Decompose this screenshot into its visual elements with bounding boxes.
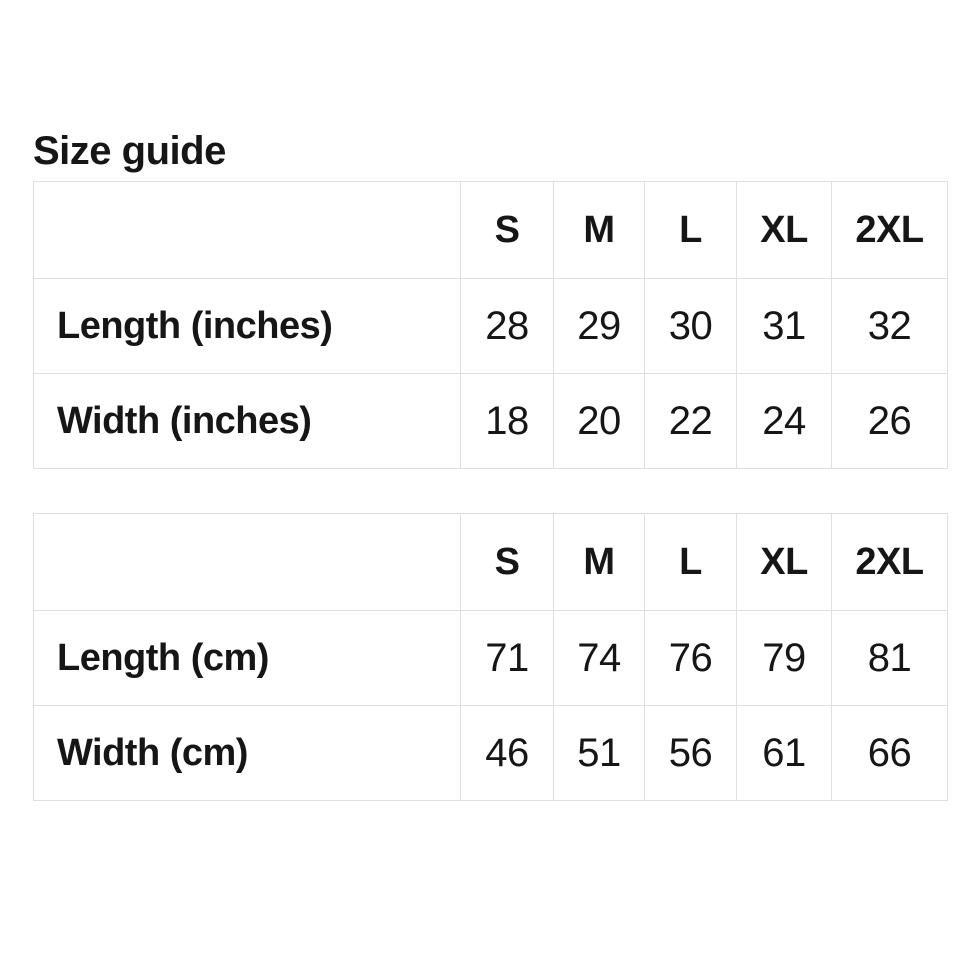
measurement-label: Length (inches) bbox=[34, 279, 461, 374]
size-table-inches-header bbox=[34, 182, 948, 279]
measurement-value: 46 bbox=[461, 706, 554, 801]
size-header-m: M bbox=[554, 514, 645, 611]
size-table-inches bbox=[33, 181, 948, 469]
size-header-2xl: 2XL bbox=[832, 514, 948, 611]
measurement-value: 66 bbox=[832, 706, 948, 801]
measurement-value: 79 bbox=[737, 611, 832, 706]
size-table-inches-body bbox=[34, 279, 948, 469]
size-header-s: S bbox=[461, 182, 554, 279]
measurement-label: Length (cm) bbox=[34, 611, 461, 706]
size-header-xl: XL bbox=[737, 182, 832, 279]
measurement-value: 31 bbox=[737, 279, 832, 374]
table-header-row bbox=[34, 514, 948, 611]
measurement-label: Width (inches) bbox=[34, 374, 461, 469]
size-header-s: S bbox=[461, 514, 554, 611]
size-table-cm bbox=[33, 513, 948, 801]
page-title: Size guide bbox=[33, 129, 226, 174]
measurement-value: 74 bbox=[554, 611, 645, 706]
measurement-value: 29 bbox=[554, 279, 645, 374]
measurement-label: Width (cm) bbox=[34, 706, 461, 801]
size-header-m: M bbox=[554, 182, 645, 279]
size-header-l: L bbox=[645, 182, 737, 279]
measurement-value: 18 bbox=[461, 374, 554, 469]
measurement-value: 24 bbox=[737, 374, 832, 469]
table-row-width-inches bbox=[34, 374, 948, 469]
size-table-cm-header bbox=[34, 514, 948, 611]
measurement-value: 20 bbox=[554, 374, 645, 469]
corner-cell bbox=[34, 514, 461, 611]
measurement-value: 81 bbox=[832, 611, 948, 706]
size-header-xl: XL bbox=[737, 514, 832, 611]
measurement-value: 26 bbox=[832, 374, 948, 469]
table-row-length-cm bbox=[34, 611, 948, 706]
measurement-value: 56 bbox=[645, 706, 737, 801]
size-header-2xl: 2XL bbox=[832, 182, 948, 279]
measurement-value: 32 bbox=[832, 279, 948, 374]
table-header-row bbox=[34, 182, 948, 279]
measurement-value: 51 bbox=[554, 706, 645, 801]
corner-cell bbox=[34, 182, 461, 279]
size-table-cm-body bbox=[34, 611, 948, 801]
measurement-value: 61 bbox=[737, 706, 832, 801]
measurement-value: 76 bbox=[645, 611, 737, 706]
table-row-width-cm bbox=[34, 706, 948, 801]
table-row-length-inches bbox=[34, 279, 948, 374]
measurement-value: 30 bbox=[645, 279, 737, 374]
measurement-value: 28 bbox=[461, 279, 554, 374]
measurement-value: 71 bbox=[461, 611, 554, 706]
size-header-l: L bbox=[645, 514, 737, 611]
measurement-value: 22 bbox=[645, 374, 737, 469]
